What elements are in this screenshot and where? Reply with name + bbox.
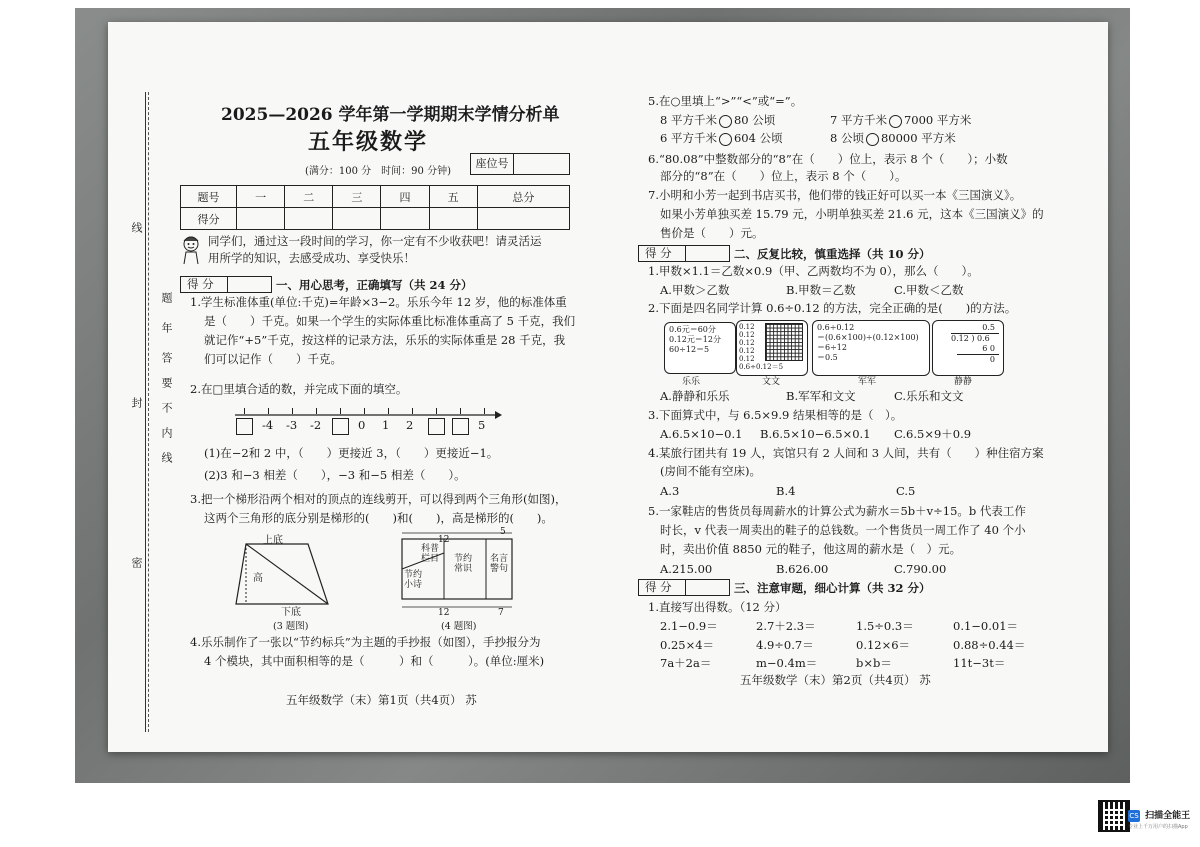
- card-name-lele: 乐乐: [682, 377, 701, 387]
- card-line: 0.12元＝12分: [669, 335, 721, 344]
- score-head: 五: [429, 186, 477, 208]
- card-line: 0.12 ) 0.6: [951, 333, 999, 344]
- score-head: 一: [237, 186, 285, 208]
- fig4-cell-xiaoshi: 节约小诗: [404, 570, 423, 590]
- q5-left: 8 平方千米: [660, 113, 717, 127]
- s2-q2: 2.下面是四名同学计算 0.6÷0.12 的方法，完全正确的是( )的方法。: [648, 301, 1017, 315]
- score-box[interactable]: [638, 245, 730, 262]
- s1-q6-line2: 部分的“8”在（ ）位上，表示 8 个（ ）。: [660, 169, 907, 183]
- s1-q4-line1: 4.乐乐制作了一张以“节约标兵”为主题的手抄报（如图），手抄报分为: [190, 635, 541, 649]
- s2-q5-opt-a[interactable]: A.215.00: [660, 562, 713, 576]
- gutter-text-ti: 题: [160, 292, 173, 303]
- score-box[interactable]: [180, 276, 272, 293]
- number-line-blank-box[interactable]: [236, 418, 253, 435]
- s1-q1-line2: 是（ ）千克。如果一个学生的实际体重比标准体重高了 5 千克，我们: [204, 314, 576, 328]
- fig4-cell-kepu: 科普栏目: [421, 544, 440, 564]
- number-line-label: 2: [406, 418, 414, 432]
- card-line: 60÷12＝5: [669, 345, 710, 354]
- score-head: 总分: [477, 186, 569, 208]
- s2-q4-opt-c[interactable]: C.5: [896, 484, 916, 498]
- calc-item[interactable]: 0.1−0.01＝: [953, 619, 1019, 633]
- number-line-blank-box[interactable]: [332, 418, 349, 435]
- section3-title: 三、注意审题，细心计算（共 32 分）: [734, 580, 931, 595]
- calc-item[interactable]: 4.9÷0.7＝: [756, 638, 814, 652]
- exam-title: 2025—2026 学年第一学期期末学情分析单: [221, 105, 560, 125]
- section2-header: [638, 245, 931, 262]
- seat-label: 座位号: [471, 154, 514, 174]
- fig3-bottom-label: 下底: [281, 607, 301, 618]
- number-line-tick: [388, 408, 389, 414]
- s2-q3-opt-b[interactable]: B.6.5×10−6.5×0.1: [760, 427, 871, 441]
- card-line: ＝6÷12: [817, 343, 847, 352]
- score-head: 三: [333, 186, 381, 208]
- s2-q2-opt-c[interactable]: C.乐乐和文文: [894, 389, 964, 403]
- subject-title: 五年级数学: [308, 129, 429, 155]
- gutter-text-feng: 封: [130, 397, 143, 408]
- fig4-dim-top-a: 12: [438, 535, 450, 545]
- q5-row2b: [830, 132, 956, 146]
- s1-q3-line2: 这两个三角形的底分别是梯形的( )和( )，高是梯形的( )。: [204, 511, 553, 525]
- s1-q2a: (1)在−2和 2 中，（ ）更接近 3，（ ）更接近−1。: [204, 446, 499, 460]
- method-card-wenwen: [736, 320, 808, 376]
- footer-left: [286, 694, 477, 707]
- card-line: 0.5: [982, 323, 995, 332]
- hundred-grid-icon: [765, 323, 803, 361]
- s2-q1-opt-c[interactable]: C.甲数＜乙数: [894, 283, 964, 297]
- greeting-line2: 用所学的知识，去感受成功、享受快乐！: [208, 251, 415, 265]
- calc-item[interactable]: m−0.4m＝: [756, 656, 818, 670]
- fig4-caption: (4 题图): [441, 621, 477, 632]
- q5-row1a: [660, 114, 775, 128]
- score-cell[interactable]: [429, 208, 477, 230]
- fig3-height-label: 高: [253, 573, 263, 584]
- card-name-wenwen: 文文: [762, 377, 781, 387]
- q5-right: 80 公顷: [733, 113, 776, 127]
- number-line-tick: [244, 408, 245, 414]
- fig4-cell-mingyan: 名言警句: [490, 554, 509, 574]
- s2-q1: 1.甲数×1.1＝乙数×0.9（甲、乙两数均不为 0），那么（ ）。: [648, 264, 979, 278]
- card-name-jingjing: 静静: [954, 377, 973, 387]
- gutter-text-xian2: 线: [160, 452, 173, 463]
- number-line-tick: [484, 408, 485, 414]
- binding-dashed-line: [148, 92, 149, 732]
- fig3-top-label: 上底: [263, 535, 283, 546]
- s1-q7-line3: 售价是（ ）元。: [660, 226, 764, 240]
- scanner-logo-icon: CS: [1129, 812, 1139, 820]
- seat-number-box[interactable]: [470, 153, 570, 175]
- s1-q7-line2: 如果小芳单独买差 15.79 元，小明单独买差 21.6 元，这本《三国演义》的: [660, 207, 1044, 221]
- q5-row2a: [660, 132, 783, 146]
- number-line-tick: [460, 408, 461, 414]
- q5-left: 7 平方千米: [830, 113, 887, 127]
- method-card-lele: [664, 322, 736, 374]
- calc-item[interactable]: 0.12×6＝: [856, 638, 911, 652]
- score-cell[interactable]: [285, 208, 333, 230]
- s2-q5-opt-b[interactable]: B.626.00: [776, 562, 829, 576]
- page-mark: 苏: [919, 673, 931, 687]
- number-line-tick: [436, 408, 437, 414]
- s2-q1-opt-b[interactable]: B.甲数＝乙数: [786, 283, 856, 297]
- s1-q4-line2: 4 个模块，其中面积相等的是（ ）和（ ）。(单位:厘米): [204, 654, 545, 668]
- s1-q3-line1: 3.把一个梯形沿两个相对的顶点的连线剪开，可以得到两个三角形(如图)，: [190, 492, 567, 506]
- compare-circle[interactable]: [866, 133, 879, 146]
- gutter-text-xian: 线: [130, 222, 143, 233]
- s2-q1-opt-a[interactable]: A.甲数＞乙数: [660, 283, 730, 297]
- s2-q5-line1: 5.一家鞋店的售货员每周薪水的计算公式为薪水＝5b＋v÷15。b 代表工作: [648, 504, 1026, 518]
- number-line-tick: [364, 408, 365, 414]
- number-line-label: -4: [262, 418, 274, 432]
- s2-q3-opt-a[interactable]: A.6.5×10−0.1: [660, 427, 743, 441]
- number-line-label: 0: [358, 418, 366, 432]
- card-line: 0.12: [739, 323, 755, 331]
- card-line: 0.12: [739, 331, 755, 339]
- s2-q5-line3: 时，卖出价值 8850 元的鞋子，他这周的薪水是（ ）元。: [660, 542, 962, 556]
- s2-q2-opt-b[interactable]: B.军军和文文: [786, 389, 856, 403]
- card-line: 0.6÷0.12: [817, 323, 855, 332]
- s2-q4-line1: 4.某旅行团共有 19 人，宾馆只有 2 人间和 3 人间，共有（ ）种住宿方案: [648, 446, 1044, 460]
- number-line-tick: [316, 408, 317, 414]
- card-line: 0.12: [739, 347, 755, 355]
- method-card-junjun: [812, 320, 930, 376]
- s1-q1-line1: 1.学生标准体重(单位:千克)=年龄×3−2。乐乐今年 12 岁，他的标准体重: [190, 295, 567, 309]
- fig4-dim-top-b: 5: [500, 527, 506, 537]
- s2-q5-line2: 时长，v 代表一周卖出的鞋子的总钱数。一个售货员一周工作了 40 个小: [660, 523, 1026, 537]
- page-mark: 苏: [465, 693, 477, 707]
- q5-left: 6 平方千米: [660, 131, 717, 145]
- calc-item[interactable]: 0.25×4＝: [660, 638, 715, 652]
- calc-item[interactable]: b×b＝: [856, 656, 892, 670]
- score-head: 二: [285, 186, 333, 208]
- q5-left: 8 公顷: [830, 131, 864, 145]
- card-line: 0.12: [739, 355, 755, 363]
- calc-item[interactable]: 7a＋2a＝: [660, 656, 712, 670]
- calc-item[interactable]: 1.5÷0.3＝: [856, 619, 914, 633]
- calc-item[interactable]: 2.1−0.9＝: [660, 619, 718, 633]
- s2-q4-opt-a[interactable]: A.3: [660, 484, 680, 498]
- card-name-junjun: 军军: [858, 377, 877, 387]
- q5-row1b: [830, 114, 971, 128]
- card-line: 0.6÷0.12＝5: [739, 363, 784, 371]
- score-box-label: 得 分: [181, 277, 228, 292]
- gutter-text-mi: 密: [130, 557, 143, 568]
- s1-q5: 5.在○里填上“>”“<”或“=”。: [648, 94, 803, 108]
- number-line-blank-box[interactable]: [428, 418, 445, 435]
- footer-left-text: 五年级数学（末）第1页（共4页）: [286, 693, 462, 707]
- calc-item[interactable]: 2.7＋2.3＝: [756, 619, 816, 633]
- number-line-tick: [412, 408, 413, 414]
- number-line-label: -3: [286, 418, 298, 432]
- s1-q6-line1: 6.“80.08”中整数部分的“8”在（ ）位上，表示 8 个（ ）；小数: [648, 152, 1008, 166]
- s2-q4-opt-b[interactable]: B.4: [776, 484, 796, 498]
- number-line-label: 1: [382, 418, 390, 432]
- fig3-caption: (3 题图): [273, 621, 309, 632]
- s2-q5-opt-c[interactable]: C.790.00: [894, 562, 947, 576]
- exam-sheet: [108, 22, 1108, 752]
- s1-q7-line1: 7.小明和小芳一起到书店买书，他们带的钱正好可以买一本《三国演义》。: [648, 188, 1022, 202]
- scanner-brand-name: 扫描全能王: [1145, 811, 1191, 821]
- fig4-cell-changshi: 节约常识: [454, 554, 473, 574]
- card-line: 6 0: [957, 344, 999, 355]
- binding-line: [145, 92, 146, 732]
- s2-q3: 3.下面算式中，与 6.5×9.9 结果相等的是（ ）。: [648, 408, 903, 422]
- trapezoid-figure: [228, 532, 338, 612]
- score-head: 四: [381, 186, 429, 208]
- score-box[interactable]: [638, 579, 730, 596]
- score-head: 题号: [181, 186, 237, 208]
- s3-q1: 1.直接写出得数。（12 分）: [648, 600, 787, 614]
- score-box-label: 得 分: [639, 580, 686, 595]
- score-cell[interactable]: [477, 208, 569, 230]
- footer-right: [740, 674, 931, 687]
- gutter-text-nei: 内: [160, 427, 173, 438]
- number-line-blank-box[interactable]: [452, 418, 469, 435]
- exam-meta: (满分：100 分 时间：90 分钟): [305, 166, 451, 177]
- number-line-tick: [268, 408, 269, 414]
- fig4-dim-bottom-b: 7: [498, 608, 504, 618]
- s1-q1-line3: 就记作“+5”千克，按这样的记录方法，乐乐的实际体重是 28 千克，我: [204, 333, 566, 347]
- scanner-brand: [1128, 803, 1190, 830]
- q5-right: 80000 平方米: [880, 131, 956, 145]
- section1-header: [180, 276, 473, 293]
- s1-q2: 2.在□里填合适的数，并完成下面的填空。: [190, 382, 408, 396]
- score-cell[interactable]: [237, 208, 285, 230]
- qr-code-icon: [1098, 800, 1130, 832]
- section1-title: 一、用心思考，正确填写（共 24 分）: [276, 277, 473, 292]
- score-row-label: 得分: [181, 208, 237, 230]
- fig4-dim-bottom-a: 12: [438, 608, 450, 618]
- section2-title: 二、反复比较，慎重选择（共 10 分）: [734, 246, 931, 261]
- gutter-text-nian: 年: [160, 322, 173, 333]
- compare-circle[interactable]: [889, 115, 902, 128]
- s2-q3-opt-c[interactable]: C.6.5×9＋0.9: [894, 427, 972, 441]
- number-line-tick: [292, 408, 293, 414]
- number-line-label: 5: [478, 418, 486, 432]
- score-table: [180, 185, 570, 230]
- s1-q1-line4: 们可以记作（ ）千克。: [204, 352, 342, 366]
- section3-header: [638, 579, 931, 596]
- gutter-text-bu: 不: [160, 402, 173, 413]
- gutter-text-da: 答: [160, 352, 173, 363]
- q5-right: 604 公顷: [733, 131, 783, 145]
- card-line: 0.12: [739, 339, 755, 347]
- compare-circle[interactable]: [719, 115, 732, 128]
- score-box-label: 得 分: [639, 246, 686, 261]
- card-line: ＝(0.6×100)÷(0.12×100): [817, 333, 919, 342]
- scanner-brand-sub: 专业上千万用户的扫描App: [1128, 824, 1188, 830]
- footer-right-text: 五年级数学（末）第2页（共4页）: [740, 673, 916, 687]
- s1-q2b: (2)3 和−3 相差（ ），−3 和−5 相差（ ）。: [204, 468, 466, 482]
- s2-q4-line2: (房间不能有空床)。: [660, 464, 761, 478]
- greeting-line1: 同学们，通过这一段时间的学习，你一定有不少收获吧！请灵活运: [208, 234, 542, 248]
- score-cell[interactable]: [381, 208, 429, 230]
- method-card-jingjing: [932, 320, 1004, 376]
- number-line-label: -2: [310, 418, 322, 432]
- number-line-tick: [340, 408, 341, 414]
- s2-q2-opt-a[interactable]: A.静静和乐乐: [660, 389, 730, 403]
- card-line: ＝0.5: [817, 353, 838, 362]
- card-line: 0: [989, 355, 995, 364]
- gutter-text-yao: 要: [160, 377, 173, 388]
- q5-right: 7000 平方米: [903, 113, 972, 127]
- student-cartoon-icon: [178, 235, 204, 265]
- calc-item[interactable]: 11t−3t＝: [953, 656, 1006, 670]
- calc-item[interactable]: 0.88÷0.44＝: [953, 638, 1026, 652]
- card-line: 0.6元＝60分: [669, 325, 716, 334]
- score-cell[interactable]: [333, 208, 381, 230]
- compare-circle[interactable]: [719, 133, 732, 146]
